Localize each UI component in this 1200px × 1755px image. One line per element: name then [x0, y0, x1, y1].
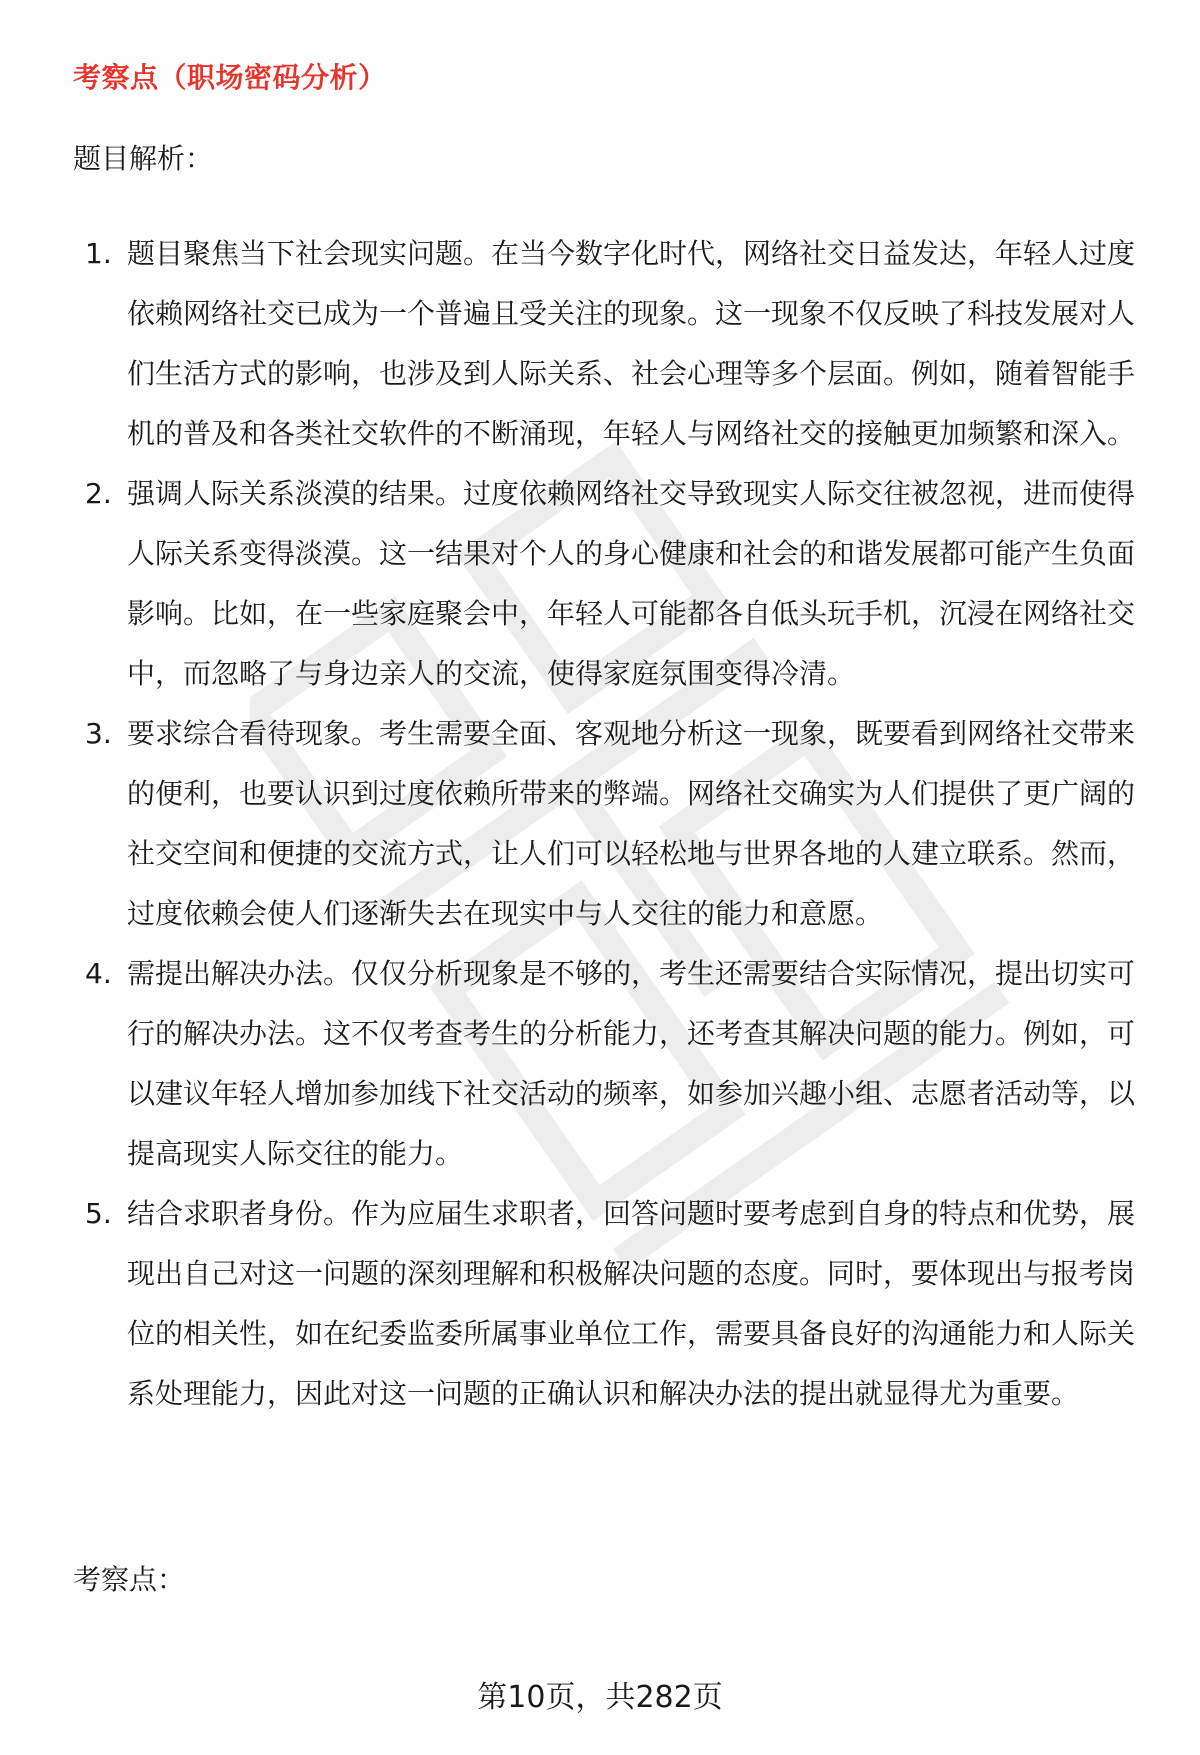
list-item-number: 4. [85, 957, 112, 990]
list-item-text: 需提出解决办法。仅仅分析现象是不够的，考生还需要结合实际情况，提出切实可行的解决办法。这不仅考查考生的分析能力，还考查其解决问题的能力。例如，可以建议年轻人增加参加线下社交活动的频率，如参加兴趣小组、志愿者活动等，以提高现实人际交往的能力。 [127, 957, 1136, 1170]
list-item [73, 944, 1143, 1184]
page-heading: 考察点（职场密码分析） [73, 61, 387, 94]
list-item-number: 1. [85, 237, 112, 270]
analysis-list [73, 224, 1143, 1424]
list-item-number: 3. [85, 717, 112, 750]
list-item-text: 强调人际关系淡漠的结果。过度依赖网络社交导致现实人际交往被忽视，进而使得人际关系变得淡漠。这一结果对个人的身心健康和社会的和谐发展都可能产生负面影响。比如，在一些家庭聚会中，年轻人可能都各自低头玩手机，沉浸在网络社交中，而忽略了与身边亲人的交流，使得家庭氛围变得冷清。 [127, 477, 1136, 690]
list-item-text: 要求综合看待现象。考生需要全面、客观地分析这一现象，既要看到网络社交带来的便利，也要认识到过度依赖所带来的弊端。网络社交确实为人们提供了更广阔的社交空间和便捷的交流方式，让人们可以轻松地与世界各地的人建立联系。然而，过度依赖会使人们逐渐失去在现实中与人交往的能力和意愿。 [127, 717, 1136, 930]
list-item [73, 464, 1143, 704]
list-item [73, 224, 1143, 464]
analysis-label: 题目解析： [73, 142, 214, 175]
list-item [73, 1184, 1143, 1424]
list-item-number: 5. [85, 1197, 112, 1230]
list-item-text: 题目聚焦当下社会现实问题。在当今数字化时代，网络社交日益发达，年轻人过度依赖网络社交已成为一个普遍且受关注的现象。这一现象不仅反映了科技发展对人们生活方式的影响，也涉及到人际关系、社会心理等多个层面。例如，随着智能手机的普及和各类社交软件的不断涌现，年轻人与网络社交的接触更加频繁和深入。 [127, 237, 1136, 450]
page-number-footer: 第10页，共282页 [477, 1680, 723, 1715]
points-label: 考察点： [73, 1563, 186, 1596]
list-item-text: 结合求职者身份。作为应届生求职者，回答问题时要考虑到自身的特点和优势，展现出自己对这一问题的深刻理解和积极解决问题的态度。同时，要体现出与报考岗位的相关性，如在纪委监委所属事业单位工作，需要具备良好的沟通能力和人际关系处理能力，因此对这一问题的正确认识和解决办法的提出就显得尤为重要。 [127, 1197, 1136, 1410]
list-item-number: 2. [85, 477, 112, 510]
list-item [73, 704, 1143, 944]
